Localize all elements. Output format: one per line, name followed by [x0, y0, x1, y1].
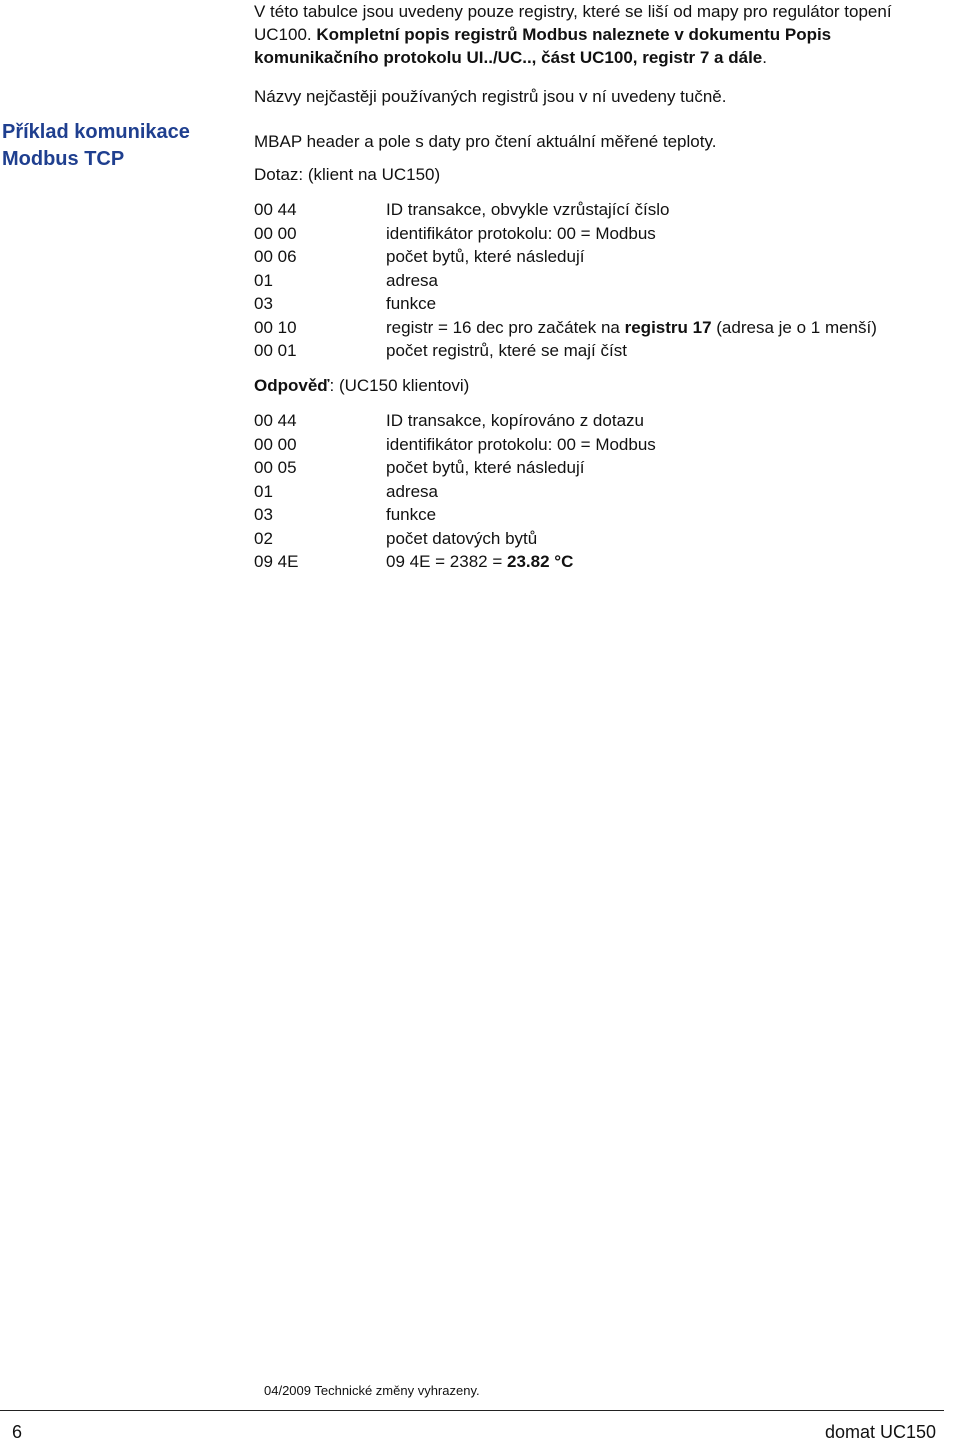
table-row: [254, 433, 944, 457]
byte-desc: [386, 316, 944, 340]
mbap-line: MBAP header a pole s daty pro čtení aktuální měřené teploty.: [254, 132, 717, 151]
table-row: [254, 245, 944, 269]
query-label-line: [254, 163, 440, 186]
byte-code: 00 44: [254, 411, 297, 430]
byte-desc: adresa: [386, 481, 438, 501]
response-label: Odpověď: [254, 376, 330, 395]
table-row: [254, 339, 944, 363]
byte-desc-pre: registr = 16 dec pro začátek na: [386, 317, 625, 337]
byte-desc: počet datových bytů: [386, 528, 538, 548]
byte-code: 09 4E: [254, 552, 299, 571]
table-row: [254, 409, 944, 433]
page-number: 6: [12, 1422, 23, 1442]
byte-desc: počet bytů, které následují: [386, 247, 585, 266]
response-rows: [254, 409, 944, 574]
byte-desc: počet registrů, které se mají číst: [386, 341, 627, 360]
document-name: domat UC150: [824, 1422, 936, 1442]
query-label: Dotaz: [254, 165, 299, 184]
temperature-value: 23.82 °C: [507, 552, 574, 571]
table-row: [254, 503, 944, 527]
response-label-rest: : (UC150 klientovi): [329, 376, 470, 395]
byte-code: 00 10: [254, 317, 297, 337]
byte-desc-pre: 09 4E = 2382 =: [386, 552, 507, 571]
table-row: [254, 316, 944, 340]
table-row: [254, 292, 944, 316]
byte-desc-bold: registru 17: [624, 317, 712, 337]
table-row: [254, 456, 944, 480]
byte-desc: identifikátor protokolu: 00 = Modbus: [386, 434, 656, 454]
intro-end: .: [762, 48, 767, 67]
intro-bold-text: Kompletní popis registrů Modbus naleznete v dokumentu Popis komunikačního protokolu UI../UC.., část UC100, registr 7 a dále: [254, 25, 832, 67]
table-row: [254, 527, 944, 551]
byte-code: 03: [254, 505, 273, 524]
footer-note: 04/2009 Technické změny vyhrazeny.: [264, 1383, 480, 1398]
byte-desc: identifikátor protokolu: 00 = Modbus: [386, 223, 656, 243]
table-row: [254, 222, 944, 246]
byte-desc: [386, 550, 944, 574]
table-row: [254, 198, 944, 222]
byte-code: 00 05: [254, 458, 297, 477]
byte-desc: počet bytů, které následují: [386, 458, 585, 477]
table-row: [254, 480, 944, 504]
intro-paragraph: [254, 0, 944, 69]
byte-code: 00 01: [254, 341, 297, 360]
byte-code: 00 06: [254, 247, 297, 266]
byte-code: 00 44: [254, 200, 297, 219]
byte-code: 00 00: [254, 434, 297, 454]
byte-desc: adresa: [386, 270, 438, 290]
byte-desc: ID transakce, kopírováno z dotazu: [386, 411, 644, 430]
byte-desc: funkce: [386, 505, 437, 524]
table-row: [254, 269, 944, 293]
byte-desc-post: (adresa je o 1 menší): [711, 317, 877, 337]
byte-desc: ID transakce, obvykle vzrůstající číslo: [386, 200, 670, 219]
response-label-line: [254, 374, 469, 397]
byte-code: 01: [254, 270, 273, 290]
footer-divider: [0, 1410, 944, 1411]
names-note: Názvy nejčastěji používaných registrů jsou v ní uvedeny tučně.: [254, 87, 727, 106]
byte-desc: funkce: [386, 294, 437, 313]
byte-code: 03: [254, 294, 273, 313]
table-row: [254, 550, 944, 574]
query-label-rest: : (klient na UC150): [298, 165, 441, 184]
query-rows: [254, 198, 944, 363]
byte-code: 00 00: [254, 223, 297, 243]
intro-text: V této tabulce jsou uvedeny pouze registry, které se liší od mapy pro regulátor topení UC100.: [254, 2, 892, 44]
byte-code: 02: [254, 528, 273, 548]
section-title: Příklad komunikace Modbus TCP: [2, 121, 190, 170]
byte-code: 01: [254, 481, 273, 501]
